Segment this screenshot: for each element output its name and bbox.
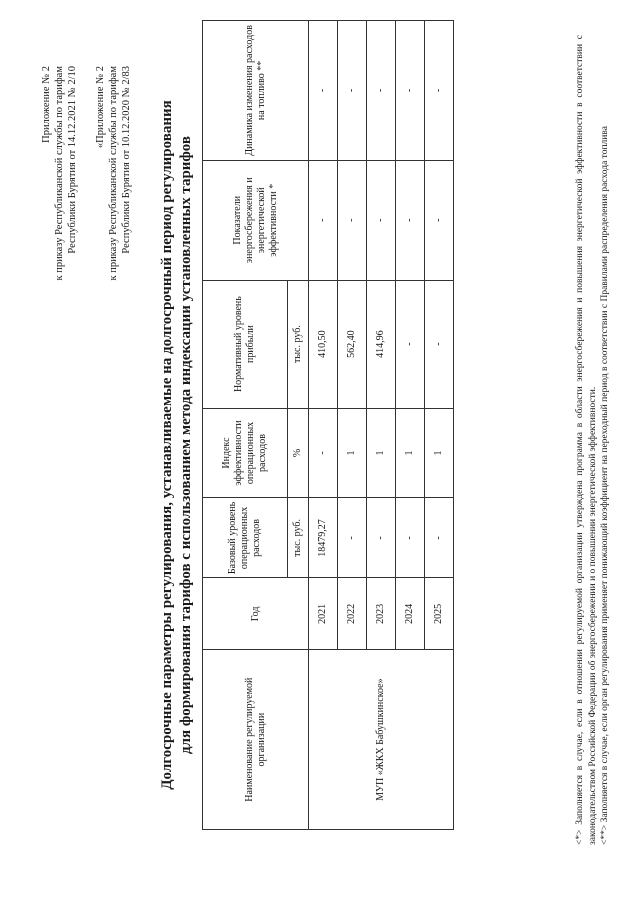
header-fuel-dynamics: Динамика изменения расходов на топливо ** [203,21,309,161]
appendix-header-original [94,66,133,281]
appendix-header-current [40,66,79,281]
cell-energy-saving: - [367,160,396,280]
cell-fuel-dynamics: - [425,21,454,161]
footnote-1: <*> Заполняется в случае, если в отношении регулируемой организации утверждена программа в области энергосбережения и повышения энергетической эффективности в соответствии с законодательством Российской Федерации об энергосбережении и о повышении энергетической эффективности. [575,35,598,845]
title-line-1: Долгосрочные параметры регулирования, устанавливаемые на долгосрочный период регулирования [159,100,175,790]
title-line-2: для формирования тарифов с использованием метода индексации установленных тарифов [178,135,194,755]
header-energy-saving: Показатели энергосбережения и энергетической эффективности * [203,160,309,280]
cell-energy-saving: - [309,160,338,280]
cell-fuel-dynamics: - [367,21,396,161]
header-efficiency-index: Индекс эффективности операционных расходов [203,408,288,498]
header-base-opex: Базовый уровень операционных расходов [203,498,288,578]
cell-fuel-dynamics: - [309,21,338,161]
cell-base-opex: - [425,498,454,578]
cell-efficiency-index: 1 [425,408,454,498]
header-year: Год [203,578,309,650]
footnotes [574,35,612,845]
cell-base-opex: - [367,498,396,578]
table-row [309,21,338,830]
footnote-2: <**> Заполняется в случае, если орган регулирования применяет понижающий коэффициент на переходный период в соответствии с Правилами распределения расхода топлива [600,126,610,845]
organization-name: МУП «ЖКХ Бабушкинское» [309,650,454,830]
cell-year: 2023 [367,578,396,650]
unit-efficiency-index: % [288,408,309,498]
appendix-number: «Приложение № 2 [95,66,106,149]
unit-profit: тыс. руб. [288,280,309,408]
cell-efficiency-index: - [309,408,338,498]
unit-base-opex: тыс. руб. [288,498,309,578]
cell-efficiency-index: 1 [367,408,396,498]
table-header-row [203,21,288,830]
cell-energy-saving: - [425,160,454,280]
cell-base-opex: - [396,498,425,578]
cell-year: 2021 [309,578,338,650]
cell-energy-saving: - [396,160,425,280]
cell-profit: - [396,280,425,408]
appendix-order-date: Республики Бурятия от 10.12.2020 № 2/83 [121,66,132,254]
cell-base-opex: 18479,27 [309,498,338,578]
cell-profit: - [425,280,454,408]
appendix-order-line: к приказу Республиканской службы по тарифам [54,66,65,281]
cell-year: 2024 [396,578,425,650]
cell-energy-saving: - [338,160,367,280]
document-title [158,45,196,845]
cell-year: 2022 [338,578,367,650]
cell-profit: 410,50 [309,280,338,408]
cell-fuel-dynamics: - [338,21,367,161]
appendix-order-date: Республики Бурятия от 14.12.2021 № 2/10 [67,66,78,254]
cell-year: 2025 [425,578,454,650]
cell-efficiency-index: 1 [338,408,367,498]
appendix-order-line: к приказу Республиканской службы по тарифам [108,66,119,281]
header-organization: Наименование регулируемой организации [203,650,309,830]
cell-base-opex: - [338,498,367,578]
parameters-table [202,20,454,830]
cell-profit: 562,40 [338,280,367,408]
appendix-number: Приложение № 2 [41,66,52,143]
cell-profit: 414,96 [367,280,396,408]
header-profit: Нормативный уровень прибыли [203,280,288,408]
cell-efficiency-index: 1 [396,408,425,498]
cell-fuel-dynamics: - [396,21,425,161]
